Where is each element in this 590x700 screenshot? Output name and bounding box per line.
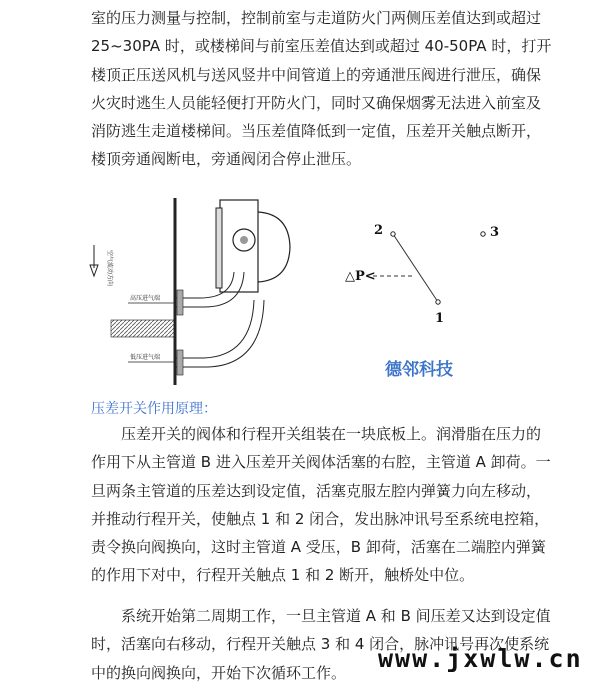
paragraph-line: 消防逃生走道楼梯间。当压差值降低到一定值，压差开关触点断开， [91, 122, 542, 141]
contact-2-label: 2 [374, 223, 384, 238]
paragraph-line: 系统开始第二周期工作，一旦主管道 A 和 B 间压差又达到设定值 [121, 607, 551, 625]
insulation-block [111, 320, 174, 337]
switch-cover [258, 212, 290, 282]
paragraph-line: 的作用下对中，行程开关触点 1 和 2 断开，触桥处中位。 [91, 566, 475, 585]
contact-lever [393, 234, 438, 302]
brand-logo: 德邻科技 [385, 360, 453, 380]
flow-direction-label: 空气流动方向 [106, 250, 113, 287]
high-pressure-pipe [175, 272, 234, 298]
paragraph-line: 时，活塞向右移动，行程开关触点 3 和 4 闭合，脉冲讯号再次使系统 [91, 635, 550, 654]
low-pressure-label: 低压进气端 [130, 354, 161, 361]
paragraph-line: 旦两条主管道的压差达到设定值，活塞克服左腔内弹簧力向左移动， [91, 481, 542, 500]
principle-paragraph [91, 420, 551, 590]
high-pressure-label: 高压进气端 [130, 295, 161, 302]
section-heading: 压差开关作用原理： [91, 401, 217, 417]
contact-2-point [391, 232, 395, 236]
contact-schematic [340, 210, 520, 330]
paragraph-line: 25~30PA 时，或楼梯间与前室压差值达到或超过 40-50PA 时，打开 [91, 37, 552, 56]
delta-p-label: △P< [345, 269, 376, 284]
site-watermark: www.jxwlw.cn [378, 644, 583, 673]
intro-paragraph [91, 4, 552, 174]
paragraph-line: 责令换向阀换向，这时主管道 A 受压，B 卸荷，活塞在二端腔内弹簧 [91, 538, 546, 557]
contact-1-label: 1 [435, 311, 445, 326]
low-pressure-pipe [175, 300, 254, 358]
pressure-switch-figure [0, 190, 590, 395]
contact-1-point [436, 300, 440, 304]
contact-3-point [481, 232, 485, 236]
paragraph-line: 压差开关的阀体和行程开关组装在一块底板上。润滑脂在压力的 [121, 425, 542, 443]
paragraph-line: 作用下从主管道 B 进入压差开关阀体活塞的右腔，主管道 A 卸荷。一 [91, 453, 551, 472]
paragraph-line: 中的换向阀换向，开始下次循环工作。 [91, 663, 347, 682]
paragraph-line: 楼顶正压送风机与送风竖井中间管道上的旁通泄压阀进行泄压，确保 [91, 65, 542, 84]
paragraph-line: 楼顶旁通阀断电，旁通阀闭合停止泄压。 [91, 150, 362, 169]
paragraph-line: 室的压力测量与控制，控制前室与走道防火门两侧压差值达到或超过 [91, 9, 542, 27]
switch-housing [220, 200, 258, 292]
paragraph-line: 火灾时逃生人员能轻便打开防火门，同时又确保烟雾无法进入前室及 [91, 93, 542, 112]
contact-3-label: 3 [490, 225, 500, 240]
paragraph-line: 并推动行程开关，使触点 1 和 2 闭合，发出脉冲讯号至系统电控箱， [91, 509, 550, 528]
pressure-switch-device-diagram [84, 190, 304, 390]
